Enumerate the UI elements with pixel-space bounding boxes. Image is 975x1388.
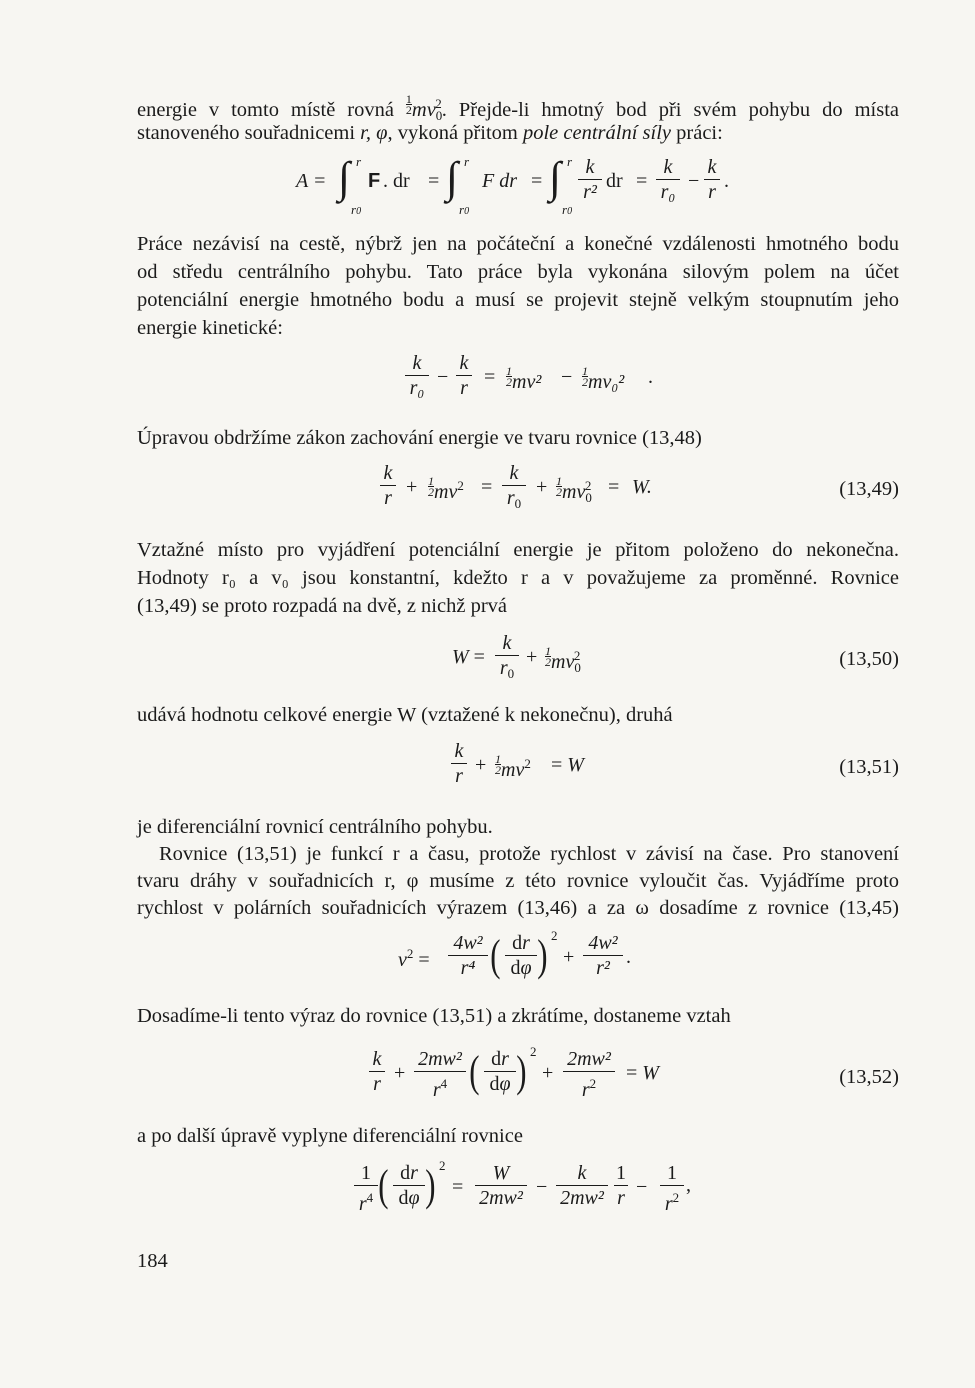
text-line: energie v tomto místě rovná $\frac{1}{2}$ $mv_0^2$. Přejde-li hmotný bod při svém pohybu do místa bbox=[137, 92, 899, 123]
text-line: Dosadíme-li tento výraz do rovnice (13,51) a zkrátíme, dostaneme vztah bbox=[137, 1005, 731, 1027]
fraction: k r bbox=[456, 352, 472, 399]
fraction: W 2mw² bbox=[475, 1162, 527, 1209]
fraction: k r² bbox=[578, 156, 602, 203]
fraction: dr dφ bbox=[393, 1162, 425, 1209]
fraction: 1 $r^2$ bbox=[660, 1162, 684, 1215]
page-number: 184 bbox=[137, 1250, 168, 1272]
equation-work: A = ∫ r r0 F . dr = ∫ r r0 F dr = ∫ r r0 k r² dr = k r₀ − k r . bbox=[296, 153, 729, 217]
text-line: Vztažné místo pro vyjádření potenciální energie je přitom položeno do nekonečna. bbox=[137, 539, 899, 561]
equation-13-51: k r + $\frac{1}{2}$ $mv^2$ = W (13,51) bbox=[0, 740, 975, 800]
text-line: Hodnoty r₀ a v₀ jsou konstantní, kdežto r a v považujeme za proměnné. Rovnice bbox=[137, 567, 899, 589]
text-line: udává hodnotu celkové energie W (vztažené k nekonečnu), druhá bbox=[137, 704, 673, 726]
fraction: k $r_0$ bbox=[495, 632, 519, 685]
equation-number: (13,52) bbox=[839, 1066, 899, 1088]
fraction: k r₀ bbox=[656, 156, 680, 203]
text-line: a po další úpravě vyplyne diferenciální rovnice bbox=[137, 1125, 523, 1147]
fraction: k r bbox=[369, 1048, 385, 1095]
equation-kinetic: k r₀ − k r = $\frac{1}{2}$ mv² − $\frac{1}{2}$ mv₀² . bbox=[0, 352, 975, 412]
fraction: 1 r bbox=[616, 1162, 626, 1209]
equation-number: (13,51) bbox=[839, 756, 899, 778]
text-line: je diferenciální rovnicí centrálního pohybu. bbox=[137, 816, 493, 838]
text-line: potenciální energie hmotného bodu a musí se projevit stejně velkým stoupnutím jeho bbox=[137, 289, 899, 311]
fraction: k $r_0$ bbox=[502, 462, 526, 515]
equation-13-52: k r + 2mw² $r^4$ ( dr dφ ) 2 + 2mw² $r^2$ = W (13,52) bbox=[0, 1046, 975, 1108]
fraction: dr dφ bbox=[484, 1048, 516, 1095]
text-line: od středu centrálního pohybu. Tato práce byla vykonána silovým polem na účet bbox=[137, 261, 899, 283]
text-line: rychlost v polárních souřadnicích výrazem (13,46) a za ω dosadíme z rovnice (13,45) bbox=[137, 897, 899, 919]
fraction: 2mw² $r^4$ bbox=[414, 1048, 466, 1101]
fraction: k r bbox=[380, 462, 396, 509]
equation-differential: 1 $r^4$ ( dr dφ ) 2 = W 2mw² − k 2mw² 1 r − 1 $r^2$ , bbox=[0, 1160, 975, 1230]
text-line: Práce nezávisí na cestě, nýbrž jen na počáteční a konečné vzdálenosti hmotného bodu bbox=[137, 233, 899, 255]
equation-13-49: k r + $\frac{1}{2}$ $mv^2$ = k $r_0$ + $\frac{1}{2}$ $mv_0^2$ = W. (13,49) bbox=[0, 462, 975, 522]
equation-v-squared: $v^2$ = 4w² r⁴ ( dr dφ ) 2 + 4w² r² . bbox=[398, 928, 631, 980]
equation-number: (13,49) bbox=[839, 478, 899, 500]
fraction: k r₀ bbox=[405, 352, 429, 399]
fraction: 2mw² $r^2$ bbox=[563, 1048, 615, 1101]
fraction: 4w² r² bbox=[583, 932, 623, 979]
fraction-half: $\frac{1}{2}$ bbox=[405, 92, 412, 117]
text-line: energie kinetické: bbox=[137, 317, 283, 339]
equation-number: (13,50) bbox=[839, 648, 899, 670]
fraction: k r bbox=[451, 740, 467, 787]
fraction: 4w² r⁴ bbox=[448, 932, 488, 979]
equation-13-50: W = k $r_0$ + $\frac{1}{2}$ $mv_0^2$ (13,50) bbox=[0, 630, 975, 690]
fraction: k 2mw² bbox=[556, 1162, 608, 1209]
fraction: k r bbox=[704, 156, 720, 203]
text-line: stanoveného souřadnicemi r, φ, vykoná přitom pole centrální síly práci: bbox=[137, 122, 723, 144]
text-line: (13,49) se proto rozpadá na dvě, z nichž prvá bbox=[137, 595, 507, 617]
text-line: Úpravou obdržíme zákon zachování energie ve tvaru rovnice (13,48) bbox=[137, 427, 702, 449]
text-line: Rovnice (13,51) je funkcí r a času, protože rychlost v závisí na čase. Pro stanovení bbox=[159, 843, 899, 865]
fraction: dr dφ bbox=[505, 932, 537, 979]
fraction: 1 $r^4$ bbox=[354, 1162, 378, 1215]
text-line: tvaru dráhy v souřadnicích r, φ musíme z této rovnice vyloučit čas. Vyjádříme proto bbox=[137, 870, 899, 892]
